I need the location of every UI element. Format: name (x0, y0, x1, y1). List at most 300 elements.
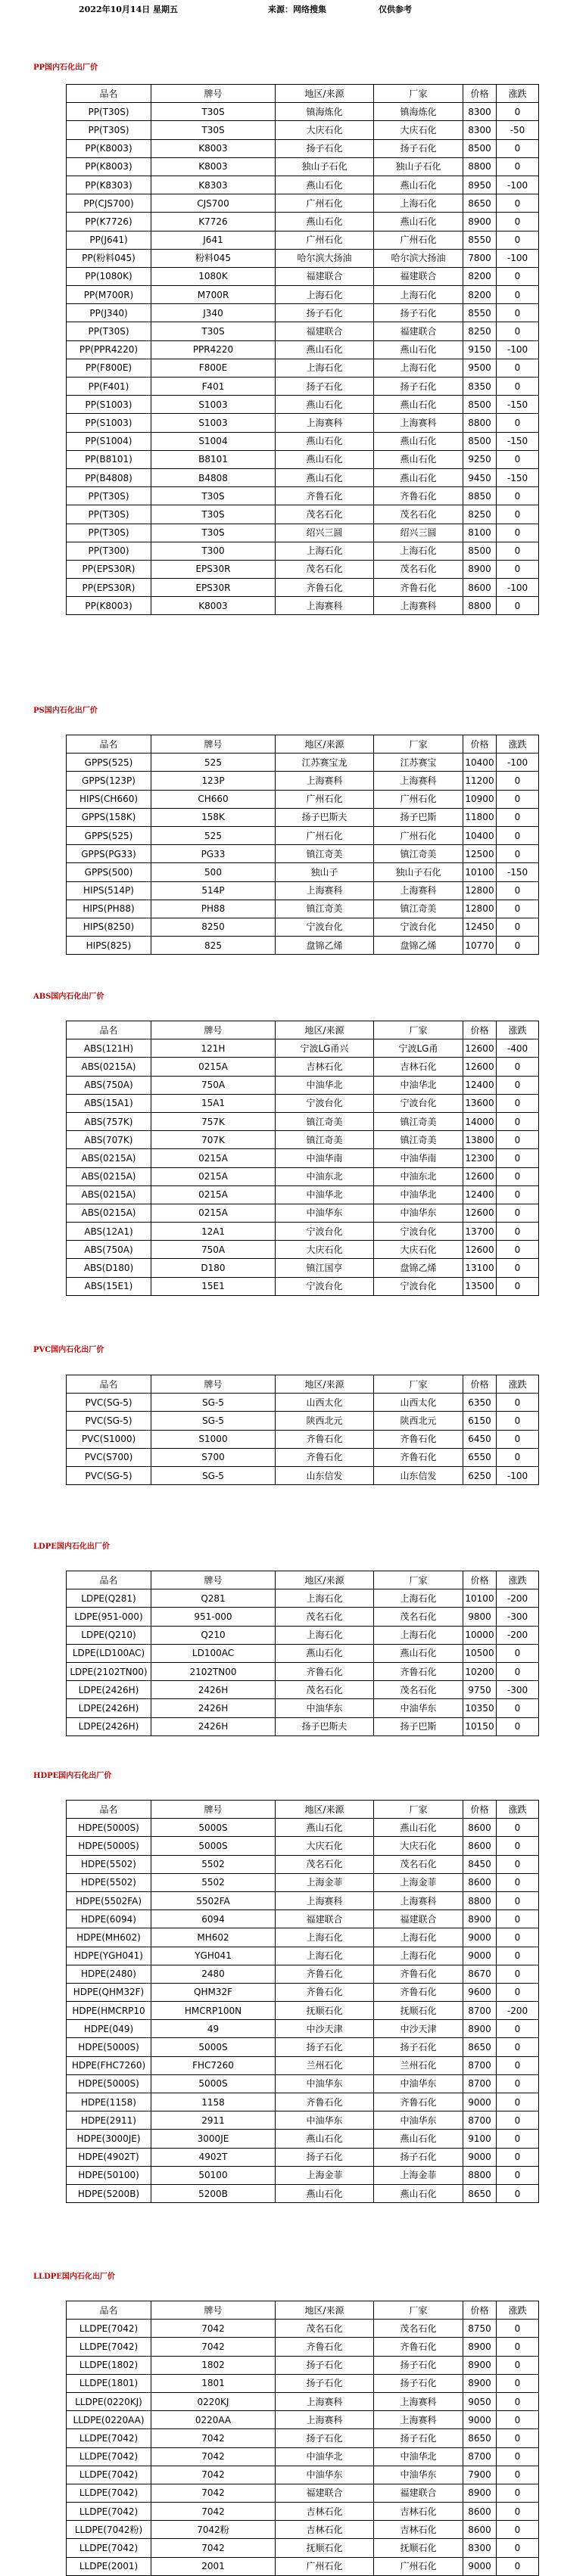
header-row (67, 1021, 539, 1039)
table-cell: FHC7260 (151, 2056, 276, 2074)
table-row (67, 1644, 539, 1662)
table-cell: PP(K8003) (67, 139, 151, 157)
table-cell: 11200 (463, 772, 497, 790)
table-cell: LDPE(2426H) (67, 1717, 151, 1735)
table-cell: 0 (497, 524, 539, 542)
table-cell: 中油东北 (374, 1167, 463, 1185)
table-cell: 0 (497, 560, 539, 578)
header-row (67, 1375, 539, 1394)
section-title: ABS国内石化出厂价 (33, 993, 104, 1001)
table-cell: 扬子石化 (374, 2148, 463, 2166)
table-cell: 6350 (463, 1394, 497, 1412)
table-cell: 扬子巴斯 (374, 808, 463, 826)
table-cell: 大庆石化 (276, 1241, 374, 1259)
table-cell: 8650 (463, 2184, 497, 2202)
table-cell: ABS(0215A) (67, 1185, 151, 1204)
table-cell: 燕山石化 (276, 176, 374, 194)
table-cell: 0 (497, 1819, 539, 1837)
table-row (67, 937, 539, 955)
table-cell: 燕山石化 (276, 2184, 374, 2202)
table-row (67, 2320, 539, 2338)
table-cell: 扬子巴斯 (374, 1717, 463, 1735)
table-cell: -100 (497, 579, 539, 597)
table-row (67, 2338, 539, 2356)
table-cell: PVC(SG-5) (67, 1466, 151, 1484)
table-cell: 6450 (463, 1430, 497, 1448)
table-cell: 独山子 (276, 863, 374, 881)
column-header: 价格 (463, 1375, 497, 1394)
table-cell: 4902T (151, 2148, 276, 2166)
column-header: 涨跌 (497, 1571, 539, 1589)
table-row (67, 845, 539, 863)
table-cell: 茂名石化 (374, 1855, 463, 1873)
table-cell: 0 (497, 2521, 539, 2539)
table-cell: 707K (151, 1131, 276, 1149)
table-row (67, 2111, 539, 2130)
table-cell: 12800 (463, 900, 497, 918)
table-cell: 8600 (463, 2521, 497, 2539)
table-cell: 0215A (151, 1185, 276, 1204)
table-cell: 齐鲁石化 (374, 2093, 463, 2111)
price-table (66, 1021, 539, 1296)
table-cell: 镇江奇美 (374, 1112, 463, 1130)
table-cell: 中油东北 (276, 1167, 374, 1185)
table-cell: 7042粉 (151, 2521, 276, 2539)
table-cell: GPPS(525) (67, 754, 151, 772)
table-cell: MH602 (151, 1928, 276, 1947)
table-cell: LD100AC (151, 1644, 276, 1662)
table-cell: -100 (497, 340, 539, 359)
table-cell: -50 (497, 121, 539, 139)
table-cell: S1003 (151, 396, 276, 414)
table-cell: 8300 (463, 2539, 497, 2557)
table-cell: EPS30R (151, 560, 276, 578)
table-cell: 514P (151, 881, 276, 900)
section-title: LLDPE国内石化出厂价 (33, 2273, 115, 2281)
table-cell: HIPS(825) (67, 937, 151, 955)
table-cell: 7042 (151, 2447, 276, 2466)
table-row (67, 231, 539, 249)
table-cell: 8800 (463, 414, 497, 432)
table-cell: 上海赛科 (276, 1891, 374, 1909)
table-cell: 10100 (463, 863, 497, 881)
table-cell: 上海赛科 (276, 597, 374, 615)
table-row (67, 340, 539, 359)
table-cell: 上海石化 (374, 1928, 463, 1947)
column-header: 品名 (67, 735, 151, 754)
table-cell: 齐鲁石化 (374, 487, 463, 505)
table-cell: PP(T30S) (67, 322, 151, 340)
table-cell: 燕山石化 (374, 1819, 463, 1837)
table-cell: 8550 (463, 304, 497, 322)
table-cell: 0 (497, 2184, 539, 2202)
table-cell: K8003 (151, 597, 276, 615)
table-cell: 镇江奇美 (374, 1131, 463, 1149)
table-cell: 吉林石化 (276, 1058, 374, 1076)
table-cell: 0 (497, 286, 539, 304)
table-cell: 茂名石化 (276, 1681, 374, 1699)
table-cell: 镇江奇美 (374, 845, 463, 863)
table-row (67, 790, 539, 808)
table-cell: 广州石化 (276, 2557, 374, 2575)
section-title: PS国内石化出厂价 (33, 707, 98, 715)
table-cell: ABS(750A) (67, 1076, 151, 1094)
table-cell: -150 (497, 432, 539, 450)
table-cell: 15A1 (151, 1094, 276, 1112)
table-cell: 8200 (463, 267, 497, 285)
table-cell: 中油华东 (374, 1699, 463, 1717)
table-cell: 0215A (151, 1167, 276, 1185)
column-header: 厂家 (374, 2301, 463, 2320)
table-row (67, 1076, 539, 1094)
table-cell: 上海石化 (374, 194, 463, 213)
table-cell: 大庆石化 (374, 1837, 463, 1855)
table-cell: 0 (497, 1644, 539, 1662)
table-cell: S1000 (151, 1430, 276, 1448)
table-cell: 10770 (463, 937, 497, 955)
table-cell: 陕西北元 (374, 1412, 463, 1430)
table-cell: SG-5 (151, 1466, 276, 1484)
table-cell: 盘锦乙烯 (276, 937, 374, 955)
table-cell: F800E (151, 359, 276, 377)
table-cell: 0 (497, 414, 539, 432)
table-cell: 8900 (463, 213, 497, 231)
table-cell: LLDPE(7042粉) (67, 2521, 151, 2539)
table-cell: 0 (497, 487, 539, 505)
column-header: 涨跌 (497, 735, 539, 754)
table-cell: 齐鲁石化 (276, 2338, 374, 2356)
table-row (67, 1681, 539, 1699)
table-row (67, 1910, 539, 1928)
table-cell: T30S (151, 322, 276, 340)
table-cell: 1802 (151, 2356, 276, 2374)
table-cell: 10350 (463, 1699, 497, 1717)
table-cell: 7042 (151, 2320, 276, 2338)
table-cell: 5000S (151, 1819, 276, 1837)
table-row (67, 1928, 539, 1947)
table-cell: 0 (497, 826, 539, 844)
table-cell: HIPS(CH660) (67, 790, 151, 808)
table-cell: 7042 (151, 2539, 276, 2557)
table-cell: 上海赛科 (276, 881, 374, 900)
column-header: 品名 (67, 1021, 151, 1039)
table-cell: 上海赛科 (276, 2392, 374, 2410)
table-cell: 扬子石化 (374, 2356, 463, 2374)
table-cell: GPPS(PG33) (67, 845, 151, 863)
table-cell: -200 (497, 2002, 539, 2020)
table-cell: 7042 (151, 2429, 276, 2447)
column-header: 牌号 (151, 1571, 276, 1589)
table-cell: 0 (497, 900, 539, 918)
header-row (67, 1801, 539, 1819)
table-cell: LLDPE(1801) (67, 2374, 151, 2392)
table-cell: -200 (497, 1589, 539, 1608)
table-cell: 0 (497, 597, 539, 615)
table-cell: 燕山石化 (276, 1644, 374, 1662)
table-cell: PP(PPR4220) (67, 340, 151, 359)
table-cell: 扬子石化 (276, 2429, 374, 2447)
table-row (67, 754, 539, 772)
table-cell: -150 (497, 468, 539, 486)
table-cell: -300 (497, 1681, 539, 1699)
table-cell: 茂名石化 (374, 1681, 463, 1699)
table-cell: HDPE(50100) (67, 2166, 151, 2184)
table-cell: 8750 (463, 2320, 497, 2338)
table-cell: 燕山石化 (276, 468, 374, 486)
table-cell: 0 (497, 1837, 539, 1855)
table-cell: 扬子石化 (374, 2038, 463, 2056)
column-header: 厂家 (374, 1021, 463, 1039)
table-cell: 中油华东 (374, 1204, 463, 1222)
table-cell: 上海赛科 (374, 2392, 463, 2410)
table-cell: 镇江国亨 (276, 1259, 374, 1277)
table-cell: PP(K8003) (67, 597, 151, 615)
table-row (67, 1204, 539, 1222)
table-cell: -300 (497, 1608, 539, 1626)
table-cell: 广州石化 (276, 790, 374, 808)
table-cell: 8200 (463, 286, 497, 304)
table-cell: 中油华北 (374, 1076, 463, 1094)
table-cell: K8003 (151, 157, 276, 176)
table-cell: 0 (497, 2356, 539, 2374)
table-cell: PH88 (151, 900, 276, 918)
table-cell: 0 (497, 542, 539, 560)
section-title: PP国内石化出厂价 (33, 64, 98, 72)
table-cell: F401 (151, 378, 276, 396)
table-row (67, 772, 539, 790)
table-row (67, 863, 539, 881)
price-table (66, 735, 539, 955)
table-row (67, 1241, 539, 1259)
table-cell: 扬子石化 (276, 304, 374, 322)
table-cell: 宁波台化 (276, 1277, 374, 1295)
table-cell: 大庆石化 (276, 121, 374, 139)
table-cell: 0 (497, 1185, 539, 1204)
table-cell: 山西太化 (374, 1394, 463, 1412)
table-cell: 0 (497, 304, 539, 322)
table-cell: 0 (497, 1983, 539, 2001)
table-cell: 7042 (151, 2466, 276, 2484)
table-cell: 8100 (463, 524, 497, 542)
table-cell: 0 (497, 1430, 539, 1448)
table-cell: 9000 (463, 1928, 497, 1947)
table-row (67, 2557, 539, 2575)
table-cell: 9500 (463, 359, 497, 377)
table-cell: 广州石化 (374, 2557, 463, 2575)
table-cell: LLDPE(7042) (67, 2447, 151, 2466)
table-cell: D180 (151, 1259, 276, 1277)
table-cell: 5502FA (151, 1891, 276, 1909)
table-cell: 镇海炼化 (276, 103, 374, 121)
table-cell: 宁波台化 (374, 1223, 463, 1241)
column-header: 涨跌 (497, 85, 539, 103)
table-cell: 上海石化 (276, 1589, 374, 1608)
table-row (67, 1149, 539, 1167)
table-cell: PG33 (151, 845, 276, 863)
table-cell: 49 (151, 2020, 276, 2038)
table-cell: 0 (497, 2374, 539, 2392)
table-cell: LLDPE(7042) (67, 2503, 151, 2521)
table-cell: 燕山石化 (374, 450, 463, 468)
table-cell: 8600 (463, 1873, 497, 1891)
table-row (67, 396, 539, 414)
table-cell: 0 (497, 937, 539, 955)
table-row (67, 1058, 539, 1076)
table-cell: 5000S (151, 1837, 276, 1855)
table-row (67, 2056, 539, 2074)
table-cell: 8500 (463, 432, 497, 450)
table-cell: 吉林石化 (374, 1058, 463, 1076)
table-cell: EPS30R (151, 579, 276, 597)
table-cell: 9600 (463, 1983, 497, 2001)
table-cell: 0 (497, 918, 539, 936)
table-cell: -100 (497, 1466, 539, 1484)
table-cell: LLDPE(7042) (67, 2466, 151, 2484)
table-cell: 8900 (463, 560, 497, 578)
table-cell: 镇江奇美 (374, 900, 463, 918)
table-cell: 0 (497, 2447, 539, 2466)
table-cell: ABS(D180) (67, 1259, 151, 1277)
table-cell: HDPE(5502FA) (67, 1891, 151, 1909)
table-row (67, 1662, 539, 1680)
table-row (67, 121, 539, 139)
table-cell: LLDPE(7042) (67, 2338, 151, 2356)
table-cell: ABS(0215A) (67, 1167, 151, 1185)
table-row (67, 2392, 539, 2410)
table-cell: 齐鲁石化 (276, 1965, 374, 1983)
table-cell: 大庆石化 (374, 1241, 463, 1259)
table-cell: HDPE(HMCRP10 (67, 2002, 151, 2020)
table-cell: 上海赛科 (276, 2411, 374, 2429)
table-cell: 10000 (463, 1626, 497, 1644)
table-row (67, 1167, 539, 1185)
table-cell: 上海赛科 (374, 2411, 463, 2429)
table-cell: 0 (497, 1412, 539, 1430)
price-table (66, 2301, 539, 2576)
table-row (67, 524, 539, 542)
table-cell: PP(T30S) (67, 487, 151, 505)
table-cell: ABS(121H) (67, 1039, 151, 1058)
table-cell: J641 (151, 231, 276, 249)
table-cell: 广州石化 (374, 790, 463, 808)
table-cell: 吉林石化 (374, 2503, 463, 2521)
table-cell: 扬子石化 (374, 304, 463, 322)
table-cell: 抚顺石化 (374, 2002, 463, 2020)
table-cell: 独山子石化 (374, 863, 463, 881)
table-cell: 上海石化 (374, 1947, 463, 1965)
column-header: 价格 (463, 735, 497, 754)
table-cell: 15E1 (151, 1277, 276, 1295)
table-cell: 兰州石化 (276, 2056, 374, 2074)
table-cell: 燕山石化 (374, 468, 463, 486)
table-cell: 757K (151, 1112, 276, 1130)
table-cell: 0 (497, 2484, 539, 2502)
table-cell: 0 (497, 139, 539, 157)
table-row (67, 1448, 539, 1466)
table-cell: 0 (497, 2056, 539, 2074)
table-cell: 上海赛科 (276, 772, 374, 790)
table-cell: 上海赛科 (374, 881, 463, 900)
column-header: 价格 (463, 1021, 497, 1039)
table-cell: 12800 (463, 881, 497, 900)
table-cell: PP(B8101) (67, 450, 151, 468)
table-cell: 燕山石化 (276, 432, 374, 450)
table-cell: 茂名石化 (276, 1608, 374, 1626)
table-cell: 8600 (463, 579, 497, 597)
table-cell: HIPS(8250) (67, 918, 151, 936)
table-row (67, 560, 539, 578)
table-cell: 9000 (463, 2148, 497, 2166)
table-cell: 上海金菲 (276, 2166, 374, 2184)
table-cell: 8950 (463, 176, 497, 194)
column-header: 品名 (67, 1801, 151, 1819)
table-cell: M700R (151, 286, 276, 304)
table-cell: 8500 (463, 542, 497, 560)
table-cell: HMCRP100N (151, 2002, 276, 2020)
table-cell: 12A1 (151, 1223, 276, 1241)
table-cell: ABS(0215A) (67, 1058, 151, 1076)
table-cell: 齐鲁石化 (276, 1448, 374, 1466)
table-cell: PP(T30S) (67, 524, 151, 542)
table-cell: LLDPE(7042) (67, 2539, 151, 2557)
table-cell: PP(S1004) (67, 432, 151, 450)
table-row (67, 1717, 539, 1735)
table-cell: PP(1080K) (67, 267, 151, 285)
table-cell: T30S (151, 487, 276, 505)
table-cell: 8900 (463, 2020, 497, 2038)
table-cell: 2001 (151, 2557, 276, 2575)
table-cell: 中油华东 (276, 1699, 374, 1717)
table-cell: T30S (151, 103, 276, 121)
table-cell: 0 (497, 1204, 539, 1222)
table-row (67, 2148, 539, 2166)
table-cell: 扬子石化 (374, 378, 463, 396)
table-row (67, 1094, 539, 1112)
table-row (67, 2484, 539, 2502)
table-cell: 齐鲁石化 (276, 487, 374, 505)
table-cell: 镇江奇美 (276, 1112, 374, 1130)
table-cell: HDPE(5502) (67, 1873, 151, 1891)
table-cell: 扬子石化 (276, 139, 374, 157)
table-cell: 上海石化 (374, 1626, 463, 1644)
table-cell: 8800 (463, 157, 497, 176)
table-cell: 扬子石化 (276, 2374, 374, 2392)
table-cell: 0 (497, 322, 539, 340)
table-cell: PP(T30S) (67, 505, 151, 524)
table-cell: HDPE(5000S) (67, 1837, 151, 1855)
table-cell: 0 (497, 1167, 539, 1185)
table-cell: 上海金菲 (374, 2166, 463, 2184)
table-cell: 福建联合 (374, 2484, 463, 2502)
section-title: LDPE国内石化出厂价 (33, 1543, 110, 1551)
table-cell: 8600 (463, 1837, 497, 1855)
table-row (67, 213, 539, 231)
report-source: 来源：网络搜集 (268, 5, 326, 14)
table-cell: 7042 (151, 2338, 276, 2356)
table-cell: 中油华东 (276, 2466, 374, 2484)
table-cell: 0215A (151, 1058, 276, 1076)
table-cell: HDPE(6094) (67, 1910, 151, 1928)
column-header: 品名 (67, 85, 151, 103)
table-cell: LDPE(2102TN00) (67, 1662, 151, 1680)
table-cell: HIPS(514P) (67, 881, 151, 900)
table-row (67, 2503, 539, 2521)
table-cell: 兰州石化 (374, 2056, 463, 2074)
table-cell: 上海赛科 (374, 772, 463, 790)
table-cell: 0 (497, 1149, 539, 1167)
table-cell: HDPE(5502) (67, 1855, 151, 1873)
table-cell: 茂名石化 (374, 505, 463, 524)
